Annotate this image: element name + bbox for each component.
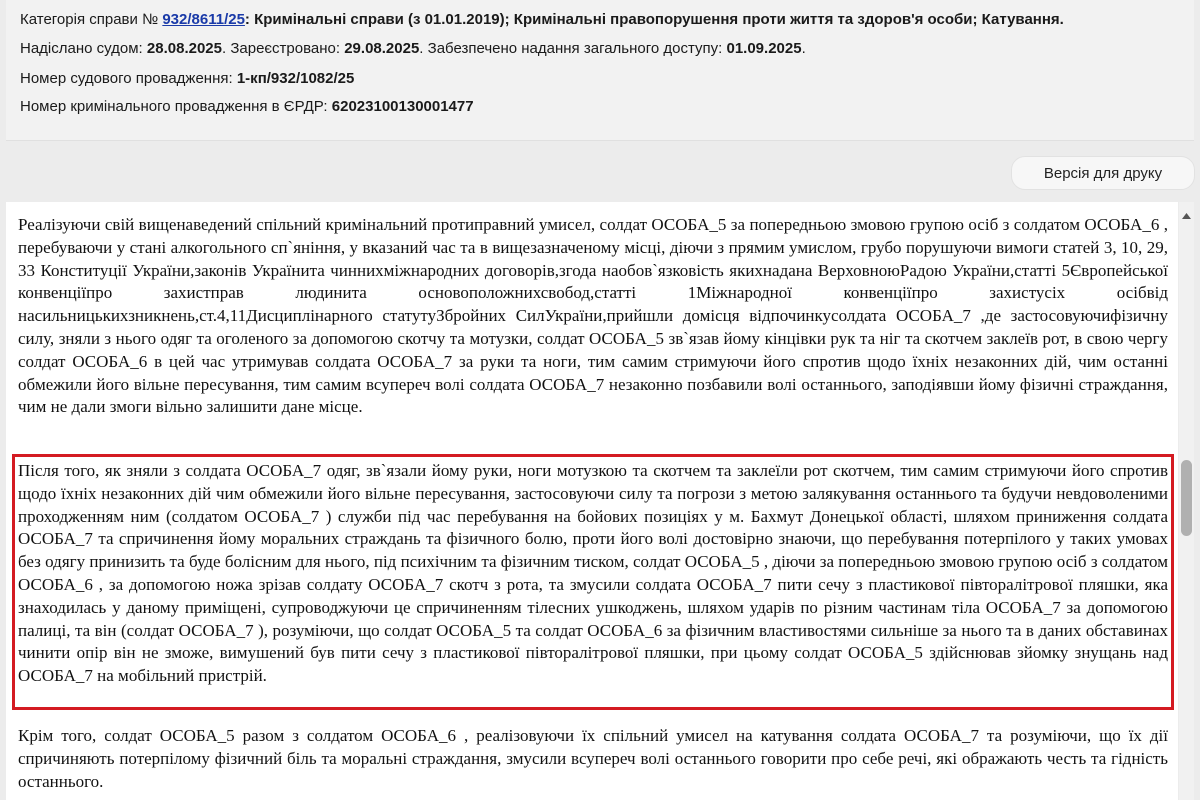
- print-version-button[interactable]: Версія для друку: [1011, 156, 1195, 190]
- category-label: Категорія справи №: [20, 11, 163, 28]
- case-info-header: [6, 0, 1194, 141]
- registered-label: . Зареєстровано:: [221, 40, 345, 57]
- sent-label: Надіслано судом:: [20, 40, 147, 57]
- erdr-number: 62023100130001477: [331, 98, 474, 115]
- case-category-line: [20, 11, 1064, 28]
- document-text: [6, 202, 1178, 800]
- case-number-link[interactable]: 932/8611/25: [162, 11, 245, 28]
- category-text: : Кримінальні справи (з 01.01.2019); Кримінальні правопорушення проти життя та здоров'я особи; Катування.: [244, 11, 1064, 28]
- access-suffix: .: [801, 40, 806, 57]
- scrollbar-thumb[interactable]: [1181, 460, 1192, 536]
- highlighted-paragraph: Після того, як зняли з солдата ОСОБА_7 одяг, зв`язали йому руки, ноги мотузкою та скотчем та заклеїли рот скотчем, тим самим стримуючи його спротив щодо їхніх незаконних дій чим обмежили його вільне пересування, застосовуючи силу та погрози з метою залякування останнього та будучи невдоволеними проходженням ним (солдатом ОСОБА_7 ) служби під час перебування на бойових позиціях у м. Бахмут Донецької області, шляхом приниження солдата ОСОБА_7 та спричинення йому моральних страждань та фізичного болю, проти його волі достовірно знаючи, що перебування потерпілого у таких умовах без одягу принизить та буде болісним для нього, під психічним та фізичним тиском, солдат ОСОБА_5 , діючи за попередньою змовою групою осіб з солдатом ОСОБА_6 , за допомогою ножа зрізав солдату ОСОБА_7 скотч з рота, та змусили солдата ОСОБА_7 пити сечу з пластикової півторалітрової пляшки, яка знаходилась у даному приміщені, супроводжуючи це спричиненням тілесних ушкоджень, шляхом ударів по різним частинам тіла ОСОБА_7 за допомогою палиці, та він (солдат ОСОБА_7 ), розуміючи, що солдат ОСОБА_5 та солдат ОСОБА_6 за фізичним властивостями сильніше за нього та в даних обставинах чинити опір він не зможе, вимушений був пити сечу з пластикової півторалітрової пляшки, при цьому солдат ОСОБА_5 здійснював зйомку знущань над ОСОБА_7 на мобільний пристрій.: [18, 461, 1168, 686]
- erdr-number-line: [20, 98, 474, 115]
- vertical-scrollbar[interactable]: [1179, 202, 1194, 800]
- document-paragraph: Реалізуючи свій вищенаведений спільний кримінальний протиправний умисел, солдат ОСОБА_5 за попередньою змовою групою осіб з солдатом ОСОБА_6 , перебуваючи у стані алкогольного сп`яніння, у вказаний час та в вищезазначеному місці, діючи з прямим умислом, грубо порушуючи вимоги статей 3, 10, 29, 33 Конституції України,законів Українита чиннихміжнародних договорів,згода наобов`язковість якихнадана ВерховноюРадою України,статті 5Європейської конвенціїпро захистправ людинита основоположнихсвобод,статті 1Міжнародної конвенціїпро захистусіх осібвід насильницькихзникнень,ст.4,11Дисциплінарного статутуЗбройних СилУкраїни,прийшли домісця відпочинкусолдата ОСОБА_7 ,де застосовуючифізичну силу, зняли з нього одяг та оголеного за допомогою скотчу та мотузки, солдат ОСОБА_5 зв`язав йому кінцівки рук та ніг та скотчем заклеїв рот, в свою чергу солдат ОСОБА_6 в цей час утримував солдата ОСОБА_7 за руки та ноги, тим самим стримуючи його спротив щодо їхніх незаконних дій, чим останні обмежили його вільне пересування, тим самим всупереч волі солдата ОСОБА_7 незаконно позбавили волі останнього, заподіявши йому фізичні страждання, чим не дали змоги вільно залишити дане місце.: [18, 215, 1168, 417]
- proceeding-number-line: [20, 70, 354, 87]
- access-date: 01.09.2025: [726, 40, 802, 57]
- access-label: . Забезпечено надання загального доступу:: [419, 40, 727, 57]
- proceeding-number: 1-кп/932/1082/25: [236, 70, 355, 87]
- sent-date: 28.08.2025: [146, 40, 222, 57]
- document-paragraph: Крім того, солдат ОСОБА_5 разом з солдатом ОСОБА_6 , реалізовуючи їх спільний умисел на катування солдата ОСОБА_7 та розуміючи, що їх дії спричиняють потерпілому фізичний біль та моральні страждання, змусили всупереч волі останнього говорити про себе речі, які ображають честь та гідність останнього.: [18, 726, 1168, 791]
- erdr-label: Номер кримінального провадження в ЄРДР:: [20, 98, 332, 115]
- triangle-up-icon[interactable]: [1179, 208, 1194, 223]
- registered-date: 29.08.2025: [344, 40, 420, 57]
- proceeding-label: Номер судового провадження:: [20, 70, 237, 87]
- case-dates-line: [20, 40, 806, 57]
